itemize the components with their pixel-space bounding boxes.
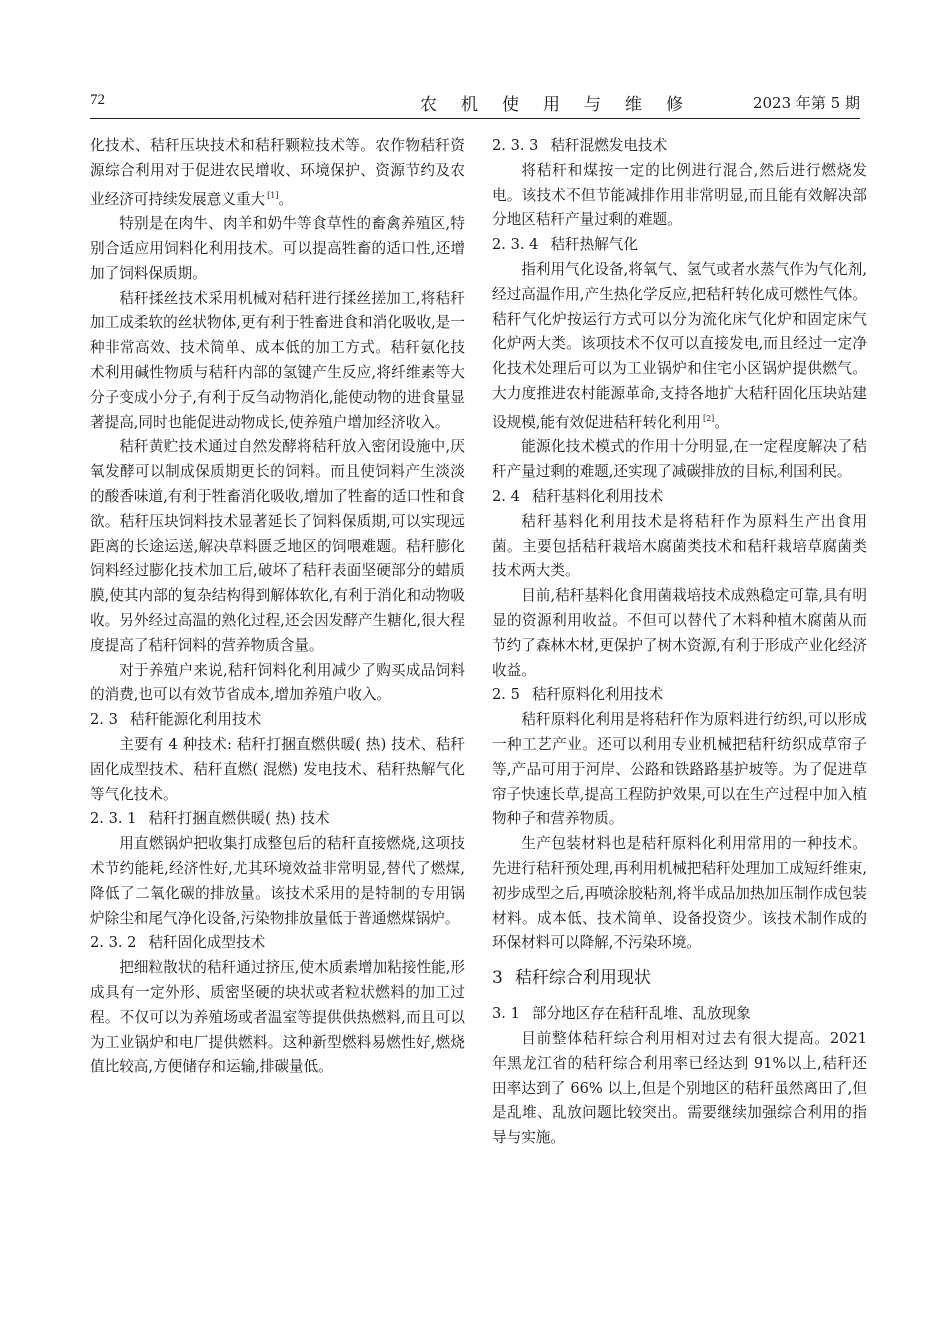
reference-marker: [1] bbox=[267, 190, 279, 200]
paragraph: 目前整体秸秆综合利用相对过去有很大提高。2021 年黑龙江省的秸秆综合利用率已经达到 91%以上,秸秆还田率达到了 66% 以上,但是个别地区的秸秆虽然离田了,但是乱堆、乱放问题比较突出。需要继续加强综合利用的指导与实施。 bbox=[492, 1029, 867, 1147]
running-header bbox=[90, 90, 860, 119]
paragraph: 生产包装材料也是秸秆原料化利用常用的一种技术。先进行秸秆预处理,再利用机械把秸秆处理加工成短纤维束,初步成型之后,再喷涂胶粘剂,将半成品加热加压制作成包装材料。成本低、技术简单、设备投资少。该技术制作成的环保材料可以降解,不污染环境。 bbox=[492, 835, 867, 952]
paragraph: 目前,秸秆基料化食用菌栽培技术成熟稳定可靠,具有明显的资源利用收益。不但可以替代了木料种植木腐菌从而节约了森林木材,更保护了树木资源,有利于形成产业化经济收益。 bbox=[492, 587, 867, 679]
paragraph: 秸秆基料化利用技术是将秸秆作为原料生产出食用菌。主要包括秸秆栽培木腐菌类技术和秸秆栽培草腐菌类技术两大类。 bbox=[492, 512, 867, 580]
section-heading: 2. 5 秸秆原料化利用技术 bbox=[492, 686, 664, 704]
subsection-heading: 3. 1 部分地区存在秸秆乱堆、乱放现象 bbox=[492, 1005, 751, 1023]
page-number: 72 bbox=[90, 92, 105, 108]
subsection-heading: 2. 3. 4 秸秆热解气化 bbox=[492, 236, 638, 254]
subsection-heading: 2. 3. 2 秸秆固化成型技术 bbox=[90, 934, 266, 952]
issue-label: 2023 年第 5 期 bbox=[752, 94, 860, 112]
section-heading: 2. 4 秸秆基料化利用技术 bbox=[492, 488, 664, 506]
subsection-heading: 2. 3. 3 秸秆混燃发电技术 bbox=[492, 137, 668, 154]
chapter-heading: 3 秸秆综合利用现状 bbox=[492, 968, 651, 989]
paragraph: 指利用气化设备,将氧气、氢气或者水蒸气作为气化剂,经过高温作用,产生热化学反应,把秸秆转化成可燃性气体。秸秆气化炉按运行方式可以分为流化床气化炉和固定床气化炉两大类。该项技术不仅可以直接发电,而且经过一定净化技术处理后可以为工业锅炉和住宅小区锅炉提供燃气。大力度推进农村能源革命,支持各地扩大秸秆固化压块站建设规模,能有效促进秸秆转化利用 [2]。 bbox=[492, 260, 867, 431]
left-column bbox=[90, 134, 465, 1080]
reference-marker: [2] bbox=[702, 413, 715, 423]
paragraph: 将秸秆和煤按一定的比例进行混合,然后进行燃烧发电。该技术不但节能减排作用非常明显,而且能有效解决部分地区秸秆产量过剩的难题。 bbox=[492, 161, 867, 229]
paragraph: 把细粒散状的秸秆通过挤压,使木质素增加粘接性能,形成具有一定外形、质密坚硬的块状或者粒状燃料的加工过程。不仅可以为养殖场或者温室等提供供热燃料,而且可以为工业锅炉和电厂提供燃料。这种新型燃料易燃性好,燃烧值比较高,方便储存和运输,排碳量低。 bbox=[90, 959, 465, 1076]
paragraph: 秸秆黄贮技术通过自然发酵将秸秆放入密闭设施中,厌氧发酵可以制成保质期更长的饲料。而且使饲料产生淡淡的酸香味道,有利于牲畜消化吸收,增加了牲畜的适口性和食欲。秸秆压块饲料技术显著延长了饲料保质期,可以实现远距离的长途运送,解决草料匮乏地区的饲喂难题。秸秆膨化饲料经过膨化技术加工后,破坏了秸秆表面坚硬部分的蜡质膜,使其内部的复杂结构得到解体软化,有利于消化和动物吸收。另外经过高温的熟化过程,还会因发酵产生糖化,很大程度提高了秸秆饲料的营养物质含量。 bbox=[90, 438, 465, 654]
paragraph: 对于养殖户来说,秸秆饲料化利用减少了购买成品饲料的消费,也可以有效节省成本,增加养殖户收入。 bbox=[90, 661, 465, 704]
section-heading: 2. 3 秸秆能源化利用技术 bbox=[90, 711, 262, 729]
subsection-heading: 2. 3. 1 秸秆打捆直燃供暖( 热) 技术 bbox=[90, 810, 330, 828]
paragraph: 用直燃锅炉把收集打成整包后的秸秆直接燃烧,这项技术节约能耗,经济性好,尤其环境效益非常明显,替代了燃煤,降低了二氧化碳的排放量。该技术采用的是特制的专用锅炉除尘和尾气净化设备,污染物排放量低于普通燃煤锅炉。 bbox=[90, 835, 465, 927]
right-column bbox=[492, 134, 867, 1151]
paragraph: 特别是在肉牛、肉羊和奶牛等食草性的畜禽养殖区,特别合适应用饲料化利用技术。可以提高牲畜的适口性,还增加了饲料保质期。 bbox=[90, 215, 465, 282]
paragraph: 化技术、秸秆压块技术和秸秆颗粒技术等。农作物秸秆资源综合利用对于促进农民增收、环境保护、资源节约及农业经济可持续发展意义重大 [1]。 bbox=[90, 137, 465, 208]
paragraph: 秸秆原料化利用是将秸秆作为原料进行纺织,可以形成一种工艺产业。还可以利用专业机械把秸秆纺织成草帘子等,产品可用于河岸、公路和铁路路基护坡等。为了促进草帘子快速长草,提高工程防护效果,可以在生产过程中加入植物种子和营养物质。 bbox=[492, 711, 867, 828]
paragraph: 主要有 4 种技术: 秸秆打捆直燃供暖( 热) 技术、秸秆固化成型技术、秸秆直燃( 混燃) 发电技术、秸秆热解气化等气化技术。 bbox=[90, 735, 465, 803]
paragraph: 秸秆揉丝技术采用机械对秸秆进行揉丝搓加工,将秸秆加工成柔软的丝状物体,更有利于牲畜进食和消化吸收,是一种非常高效、技术简单、成本低的加工方式。秸秆氨化技术利用碱性物质与秸秆内部的氢键产生反应,将纤维素等大分子变成小分子,有利于反刍动物消化,能使动物的进食量显著提高,同时也能促进动物成长,使养殖户增加经济收入。 bbox=[90, 289, 465, 431]
paragraph: 能源化技术模式的作用十分明显,在一定程度解决了秸秆产量过剩的难题,还实现了减碳排放的目标,利国利民。 bbox=[492, 438, 867, 481]
journal-title: 农机使用与维修 bbox=[420, 95, 707, 115]
